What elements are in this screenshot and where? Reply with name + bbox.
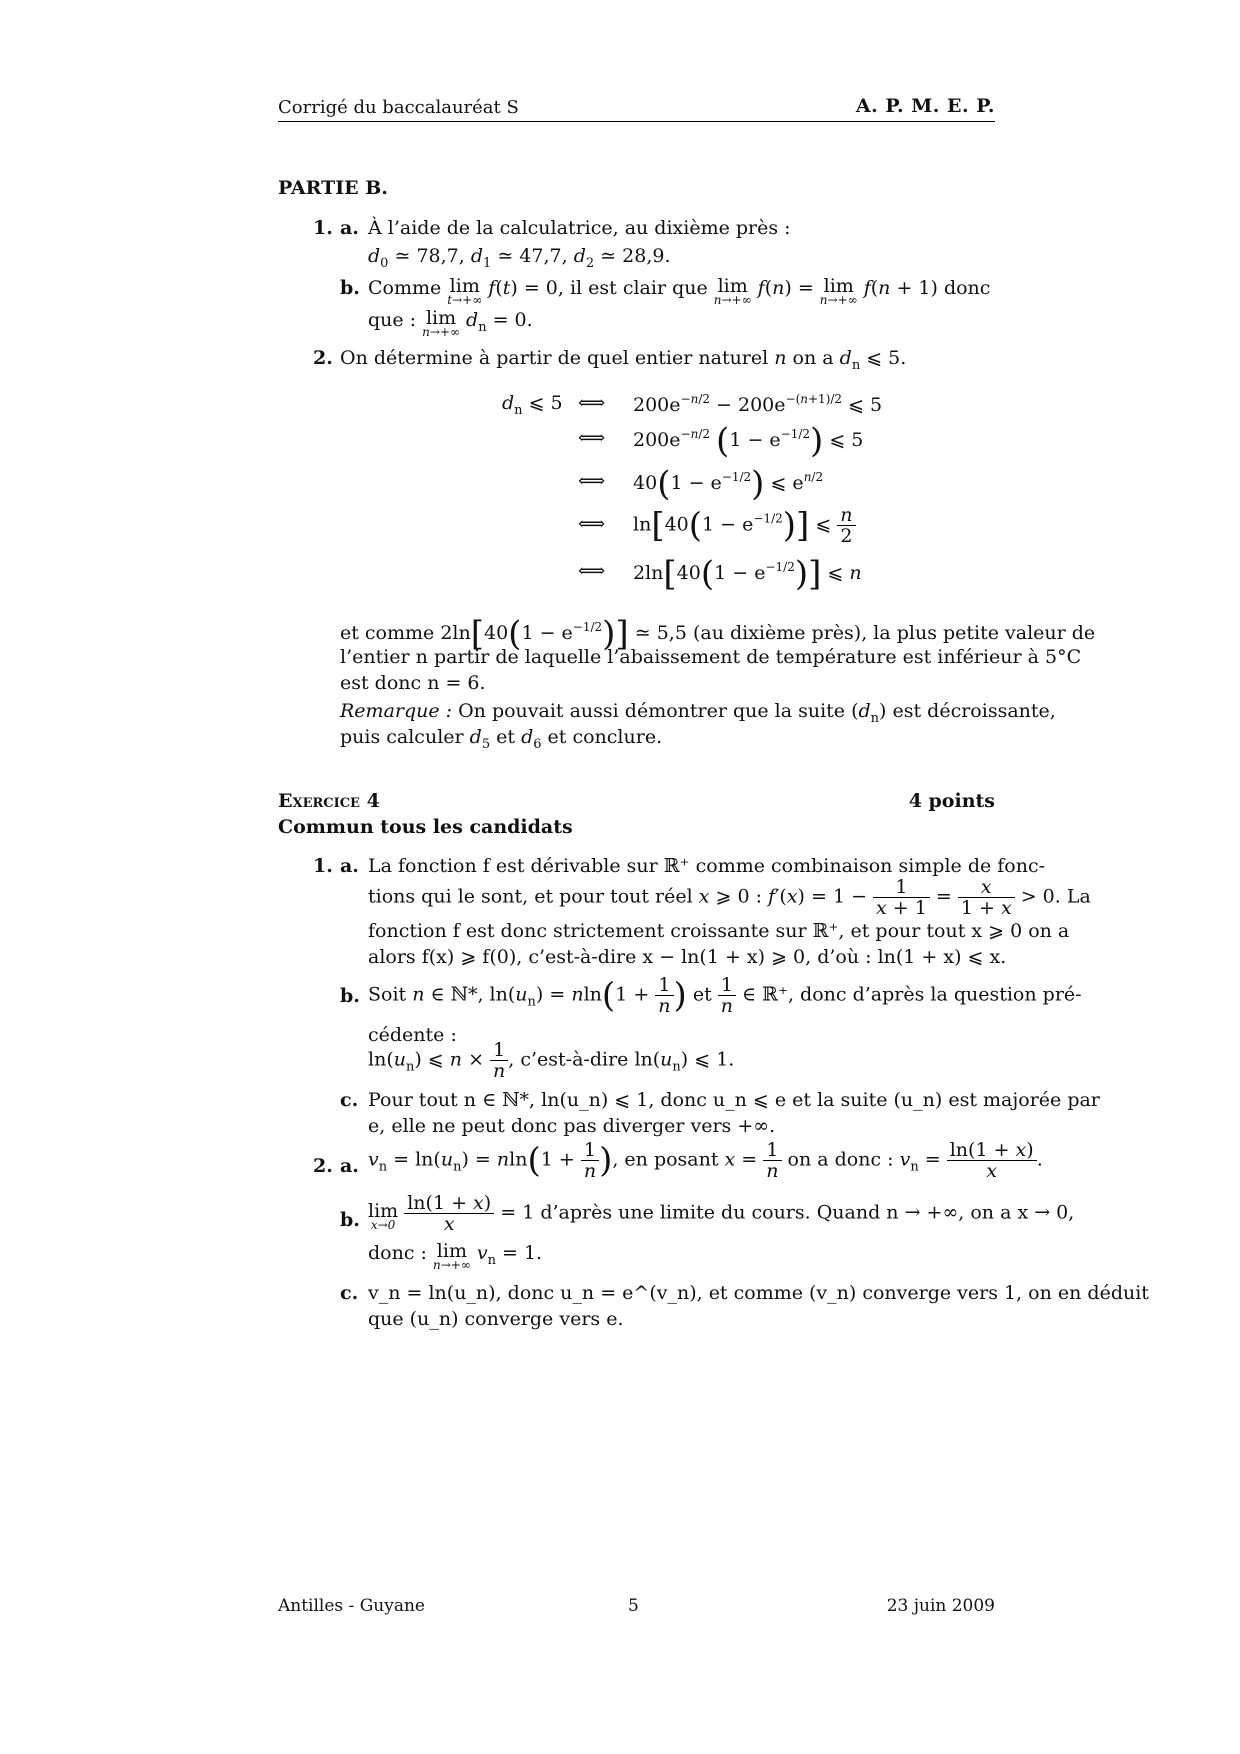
eq-rhs-3: $40(1 - e^{-1/2})$ ⩽ $e^{n/2}$ [633, 464, 824, 504]
exercise-4-subtitle: Commun tous les candidats [278, 816, 573, 838]
eq-rhs-5: $2\ln[40(1 - e^{-1/2})]$ ⩽ n [633, 554, 862, 594]
ex4-q2b-line-1: lim x→0 $\frac{\ln(1 + x)}{x}$ = 1 d’après une limite du cours. Quand n → +∞, on a x → 0, [368, 1192, 1075, 1235]
eq-rhs-2: $200e^{-n/2}$ $(1 - e^{-1/2})$ ⩽ 5 [633, 421, 864, 461]
header-right: A. P. M. E. P. [855, 95, 995, 117]
exercise-4-title: Exercice 4 [278, 790, 380, 812]
footer-left: Antilles - Guyane [278, 1596, 425, 1616]
ex4-q2b-text: = 1 d’après une limite du cours. Quand n → +∞, on a x → 0, [500, 1201, 1075, 1224]
header-rule [278, 121, 995, 122]
ex4-q2a-line: $v_n = \ln(u_n) = nln(1$ + $\frac{1}{n}$ ), en posant x = $\frac{1}{n}$ on a donc : $v_n$ = $\frac{\ln(1 + x)}{x}$ . [368, 1139, 1043, 1182]
remark-line-1: Remarque : On pouvait aussi démontrer que la suite $(d_n)$ est décroissante, [340, 700, 1056, 726]
footer-page-number: 5 [628, 1596, 639, 1616]
ex4-q1b-label: b. [340, 985, 360, 1007]
q1a-label: a. [340, 217, 359, 239]
ex4-q1a-label: a. [340, 855, 359, 877]
remark-line-2: puis calculer $d_5$ et $d_6$ et conclure. [340, 726, 663, 752]
ex4-q2c-line-2: que (u_n) converge vers e. [368, 1308, 624, 1330]
q2-text: On détermine à partir de quel entier naturel n on a $d_n$ ⩽ 5. [340, 347, 907, 373]
q1-number: 1. [313, 217, 333, 239]
footer-right: 23 juin 2009 [886, 1596, 995, 1616]
ex4-q1b-line-2: cédente : [368, 1024, 457, 1046]
iff-3: ⟺ [578, 470, 606, 492]
eq-rhs-1: $200e^{-n/2} - 200e^{-(n+1)/2}$ ⩽ 5 [633, 392, 883, 416]
exercise-4-points: 4 points [908, 790, 995, 812]
remark-label: Remarque : [340, 700, 453, 722]
q1a-text: À l’aide de la calculatrice, au dixième près : [368, 217, 791, 239]
eq-rhs-4: $\ln[40(1 - e^{-1/2})]$ ⩽ $\frac{n}{2}$ [633, 505, 856, 546]
ex4-q2a-label: a. [340, 1155, 359, 1177]
conclusion-line-2: l’entier n partir de laquelle l’abaissement de température est inférieur à 5°C [340, 646, 1082, 668]
ex4-q2c-label: c. [340, 1282, 359, 1304]
ex4-q1a-line-3: fonction f est donc strictement croissante sur ℝ⁺, et pour tout x ⩾ 0 on a [368, 920, 1070, 942]
iff-2: ⟺ [578, 427, 606, 449]
ex4-q1a-line-1: La fonction f est dérivable sur ℝ⁺ comme combinaison simple de fonc- [368, 855, 1046, 877]
ex4-q1-number: 1. [313, 855, 333, 877]
conclusion-line-1: et comme $2\ln[40(1 - e^{-1/2})]$ ≃ 5,5 (au dixième près), la plus petite valeur de [340, 614, 1096, 654]
iff-4: ⟺ [578, 513, 606, 535]
ex4-q2c-line-1: v_n = ln(u_n), donc u_n = e^(v_n), et comme (v_n) converge vers 1, on en déduit [368, 1282, 1149, 1304]
ex4-q1c-label: c. [340, 1089, 359, 1111]
partie-b-title: PARTIE B. [278, 177, 388, 199]
q1b-text-2: que : lim n→+∞ $d_n = 0$. [368, 307, 533, 339]
ex4-q1b-line-1: Soit n ∈ ℕ*, $\ln(u_n) = nln(1$ + $\frac{1}{n}$ ) et $\frac{1}{n}$ ∈ ℝ⁺, donc d’après la question pré- [368, 974, 1082, 1017]
q2-number: 2. [313, 347, 333, 369]
q1a-values: $d_0$ ≃ 78,7, $d_1$ ≃ 47,7, $d_2$ ≃ 28,9. [368, 245, 671, 271]
q1b-text: Comme lim t→+∞ f(t) = 0, il est clair que lim n→+∞ f(n) = lim n→+∞ f(n + 1) donc [368, 275, 991, 307]
ex4-q1c-line-2: e, elle ne peut donc pas diverger vers +∞. [368, 1115, 776, 1137]
iff-5: ⟺ [578, 560, 606, 582]
iff-1: ⟺ [578, 392, 606, 414]
eq-line-1: $d_n$ ⩽ 5 [502, 392, 563, 418]
ex4-q2-number: 2. [313, 1155, 333, 1177]
ex4-q1b-line-3: $\ln(u_n)$ ⩽ n × $\frac{1}{n}$ , c’est-à-dire $\ln(u_n)$ ⩽ 1. [368, 1039, 735, 1082]
ex4-q2b-line-2: donc : lim n→+∞ $v_n = 1$. [368, 1240, 543, 1272]
ex4-q1a-line-2: tions qui le sont, et pour tout réel x ⩾ 0 : f′(x) = 1 − $\frac{1}{x + 1}$ = $\frac{x}{1 + x}$ > 0. La [368, 876, 1091, 919]
ex4-q2b-label: b. [340, 1209, 360, 1231]
ex4-q1a-line-4: alors f(x) ⩾ f(0), c’est-à-dire x − ln(1 + x) ⩾ 0, d’où : ln(1 + x) ⩽ x. [368, 946, 1007, 968]
conclusion-value: ≃ 5,5 (au dixième près), la plus petite valeur de [634, 622, 1096, 644]
q1b-label: b. [340, 277, 360, 299]
conclusion-line-3: est donc n = 6. [340, 672, 486, 694]
ex4-q1c-line-1: Pour tout n ∈ ℕ*, ln(u_n) ⩽ 1, donc u_n ⩽ e et la suite (u_n) est majorée par [368, 1089, 1100, 1111]
header-left: Corrigé du baccalauréat S [278, 97, 519, 118]
